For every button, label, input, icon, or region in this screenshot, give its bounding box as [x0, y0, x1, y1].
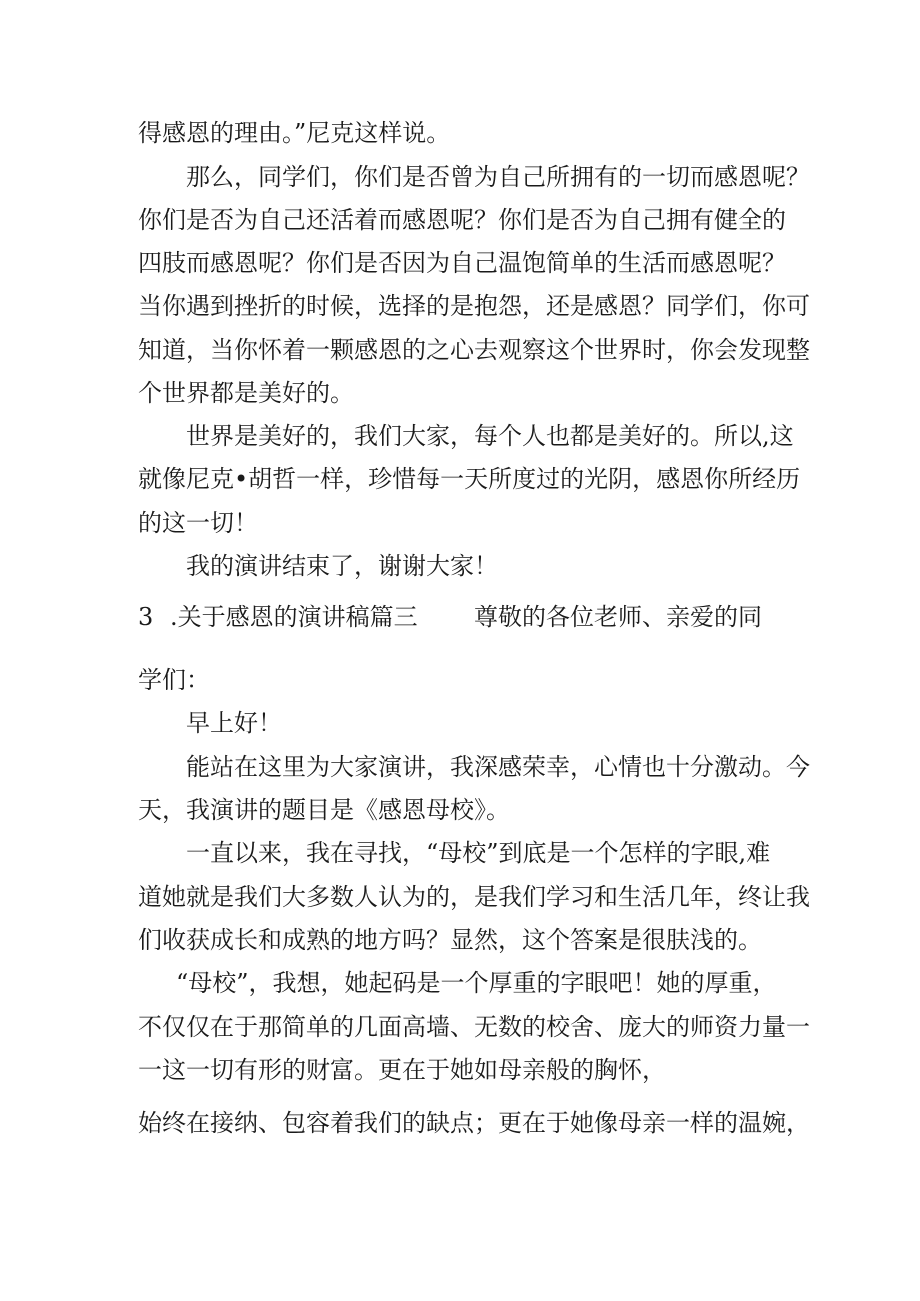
text-line: 道她就是我们大多数人认为的，是我们学习和生活几年，终让我 [138, 883, 810, 911]
text-line: 一直以来，我在寻找，“母校”到底是一个怎样的字眼,难 [186, 839, 771, 867]
text-line: 们收获成长和成熟的地方吗？显然，这个答案是很肤浅的。 [138, 926, 762, 954]
text-line: 学们： [138, 666, 210, 694]
text-line: 当你遇到挫折的时候，选择的是抱怨，还是感恩？同学们，你可 [138, 292, 810, 320]
text-line: 不仅仅在于那简单的几面高墙、无数的校舍、庞大的师资力量一 [138, 1013, 810, 1041]
text-line: 世界是美好的，我们大家，每个人也都是美好的。所以,这 [186, 422, 794, 450]
text-line: 个世界都是美好的。 [138, 379, 354, 407]
text-line: 的这一切！ [138, 509, 258, 537]
heading-title: .关于感恩的演讲稿篇三 [170, 603, 418, 631]
text-line: 就像尼克•胡哲一样，珍惜每一天所度过的光阴，感恩你所经历 [138, 465, 801, 493]
heading-number: 3 [138, 603, 154, 631]
text-line: 始终在接纳、包容着我们的缺点；更在于她像母亲一样的温婉， [138, 1109, 810, 1137]
text-line: 我的演讲结束了，谢谢大家！ [186, 552, 498, 580]
text-line: 那么，同学们，你们是否曾为自己所拥有的一切而感恩呢？ [186, 163, 810, 191]
text-line: 四肢而感恩呢？你们是否因为自己温饱简单的生活而感恩呢？ [138, 249, 786, 277]
text-line: 知道，当你怀着一颗感恩的之心去观察这个世界时，你会发现整 [138, 336, 810, 364]
text-line: 能站在这里为大家演讲，我深感荣幸，心情也十分激动。今 [186, 753, 810, 781]
text-line: “母校”，我想，她起码是一个厚重的字眼吧！她的厚重， [176, 969, 777, 997]
text-line: 早上好！ [186, 709, 282, 737]
text-line: 一这一切有形的财富。更在于她如母亲般的胸怀， [138, 1056, 666, 1084]
text-line: 得感恩的理由。”尼克这样说。 [138, 119, 451, 147]
text-line: 天，我演讲的题目是《感恩母校》。 [138, 796, 510, 824]
text-line: 你们是否为自己还活着而感恩呢？你们是否为自己拥有健全的 [138, 206, 786, 234]
heading-salutation: 尊敬的各位老师、亲爱的同 [474, 603, 762, 631]
